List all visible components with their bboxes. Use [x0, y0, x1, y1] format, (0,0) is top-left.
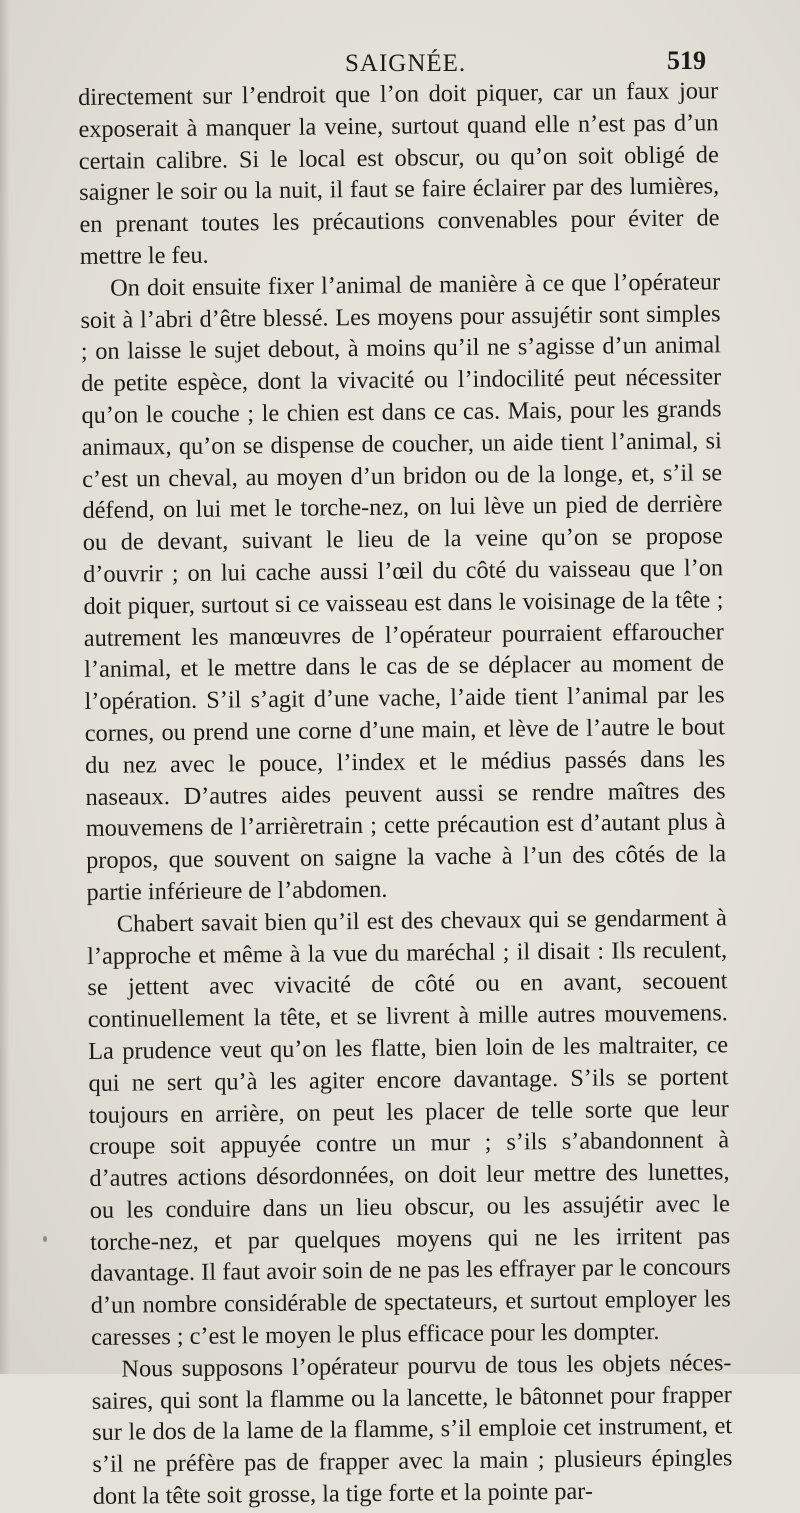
margin-mark	[43, 1236, 47, 1242]
paragraph: Chabert savait bien qu’il est des chevaux qui se gendarment à l’approche et même à la vue du maréchal ; il disait : Ils reculent, se jettent avec vivacité de côté ou en avant, secouent continuellement la tête, et se livrent à mille autres mouvemens. La prudence veut qu’on les flatte, bien loin de les maltraiter, ce qui ne sert qu’à les agiter encore davantage. S’ils se portent toujours en arrière, on peut les placer de telle sorte que leur croupe soit appuyée contre un mur ; s’ils s’abandonnent à d’autres actions désordonnées, on doit leur mettre des lunettes, ou les conduire dans un lieu obscur, ou les assujétir avec le torche-nez, et par quelques moyens qui ne les irritent pas davantage. Il faut avoir soin de ne pas les effrayer par le concours d’un nombre considérable de spectateurs, et surtout employer les caresses ; c’est le moyen le plus efficace pour les dompter.	[87, 903, 731, 1352]
paragraph: On doit ensuite fixer l’animal de manière à ce que l’opérateur soit à l’abri d’être blessé. Les moyens pour assujétir sont simples ; on laisse le sujet debout, à moins qu’il ne s’agisse d’un animal de petite espèce, dont la vivacité ou l’indocilité peut nécessiter qu’on le couche ; le chien est dans ce cas. Mais, pour les grands animaux, qu’on se dispense de coucher, un aide tient l’animal, si c’est un cheval, au moyen d’un bridon ou de la longe, et, s’il se défend, on lui met le torche-nez, on lui lève un pied de derrière ou de devant, suivant le lieu de la veine qu’on se propose d’ouvrir ; on lui cache aussi l’œil du côté du vaisseau que l’on doit piquer, surtout si ce vaisseau est dans le voisinage de la tête ; autrement les manœuvres de l’opérateur pourraient effaroucher l’animal, et le mettre dans le cas de se déplacer au moment de l’opération. S’il s’agit d’une vache, l’aide tient l’animal par les cornes, ou prend une corne d’une main, et lève de l’autre le bout du nez avec le pouce, l’index et le médius passés dans les naseaux. D’autres aides peuvent aussi se rendre maîtres des mouvemens de l’arrièretrain ; cette précaution est d’autant plus à propos, que souvent on saigne la vache à l’un des côtés de la partie inférieure de l’abdomen.	[80, 268, 727, 906]
body-text	[78, 75, 733, 1512]
paragraph: Nous supposons l’opérateur pourvu de tous les objets nécessaires, qui sont la flamme ou la lancette, le bâtonnet pour frapper sur le dos de la lame de la flamme, s’il emploie cet instrument, et s’il ne préfère pas de frapper avec la main ; plusieurs épingles dont la tête soit grosse, la tige forte et la pointe par-	[91, 1349, 733, 1510]
running-title: SAIGNÉE.	[345, 50, 467, 77]
page-edge-shadow	[0, 0, 10, 1374]
paragraph-continued: directement sur l’endroit que l’on doit piquer, car un faux jour exposerait à manquer la veine, surtout quand elle n’est pas d’un certain calibre. Si le local est obscur, ou qu’on soit obligé de saigner le soir ou la nuit, il faut se faire éclairer par des lumières, en prenant toutes les précautions convenables pour éviter de mettre le feu.	[78, 77, 720, 270]
page-number: 519	[667, 46, 706, 75]
